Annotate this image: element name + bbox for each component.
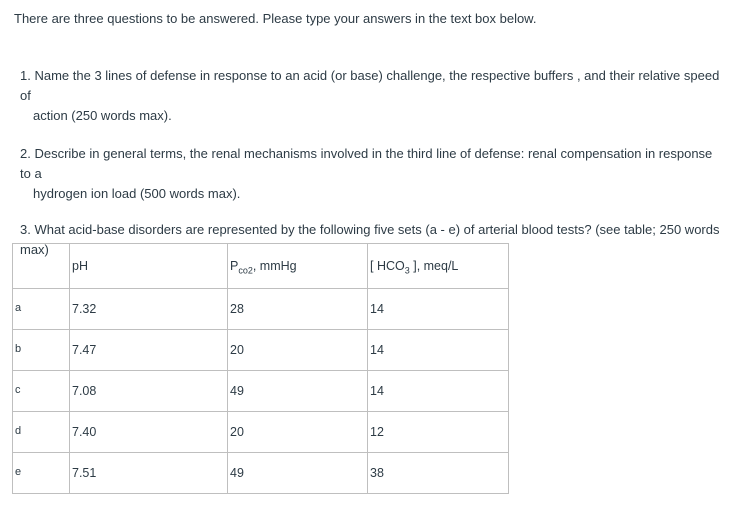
- header-hco3: [368, 244, 509, 289]
- pco2-value: 28: [228, 289, 368, 330]
- question-3-number: 3.: [20, 222, 31, 237]
- hco3-value: 14: [368, 330, 509, 371]
- row-label: a: [13, 289, 70, 330]
- header-pco2-main: P: [230, 259, 239, 273]
- header-pco2-unit: , mmHg: [252, 259, 297, 273]
- question-1-text-cont: action (250 words max).: [33, 108, 172, 123]
- table-row: [13, 330, 509, 371]
- ph-value: 7.40: [70, 412, 228, 453]
- ph-value: 7.08: [70, 371, 228, 412]
- table-row: [13, 453, 509, 494]
- table-row: [13, 371, 509, 412]
- ph-value: 7.51: [70, 453, 228, 494]
- hco3-value: 38: [368, 453, 509, 494]
- blood-gas-table: [12, 243, 509, 494]
- question-2: [20, 144, 725, 204]
- row-label: d: [13, 412, 70, 453]
- instructions-text: There are three questions to be answered. Please type your answers in the text box below.: [14, 11, 537, 26]
- question-1-number: 1.: [20, 68, 31, 83]
- question-1-text: Name the 3 lines of defense in response to an acid (or base) challenge, the respective buffers , and their relative speed of: [20, 68, 720, 103]
- pco2-value: 20: [228, 330, 368, 371]
- table-row: [13, 289, 509, 330]
- table-row: [13, 412, 509, 453]
- pco2-value: 20: [228, 412, 368, 453]
- row-label: e: [13, 453, 70, 494]
- header-pco2-sub: co2: [238, 265, 253, 276]
- row-label: c: [13, 371, 70, 412]
- header-pco2: [228, 244, 368, 289]
- question-3-text: What acid-base disorders are represented by the following five sets (a - e) of arterial blood tests? (see table; 250 words max): [20, 222, 720, 257]
- question-2-text-cont: hydrogen ion load (500 words max).: [33, 186, 241, 201]
- header-hco3-open: [ HCO: [370, 259, 405, 273]
- ph-value: 7.32: [70, 289, 228, 330]
- table-header-row: [13, 244, 509, 289]
- header-hco3-close: ], meq/L: [409, 259, 459, 273]
- hco3-value: 14: [368, 289, 509, 330]
- pco2-value: 49: [228, 453, 368, 494]
- question-2-number: 2.: [20, 146, 31, 161]
- row-label: b: [13, 330, 70, 371]
- question-2-text: Describe in general terms, the renal mechanisms involved in the third line of defense: renal compensation in response to a: [20, 146, 713, 181]
- pco2-value: 49: [228, 371, 368, 412]
- header-hco3-sub: 3: [404, 265, 410, 276]
- ph-value: 7.47: [70, 330, 228, 371]
- hco3-value: 12: [368, 412, 509, 453]
- question-1: [20, 66, 725, 126]
- header-empty-cell: [13, 244, 70, 289]
- header-ph: pH: [70, 244, 228, 289]
- hco3-value: 14: [368, 371, 509, 412]
